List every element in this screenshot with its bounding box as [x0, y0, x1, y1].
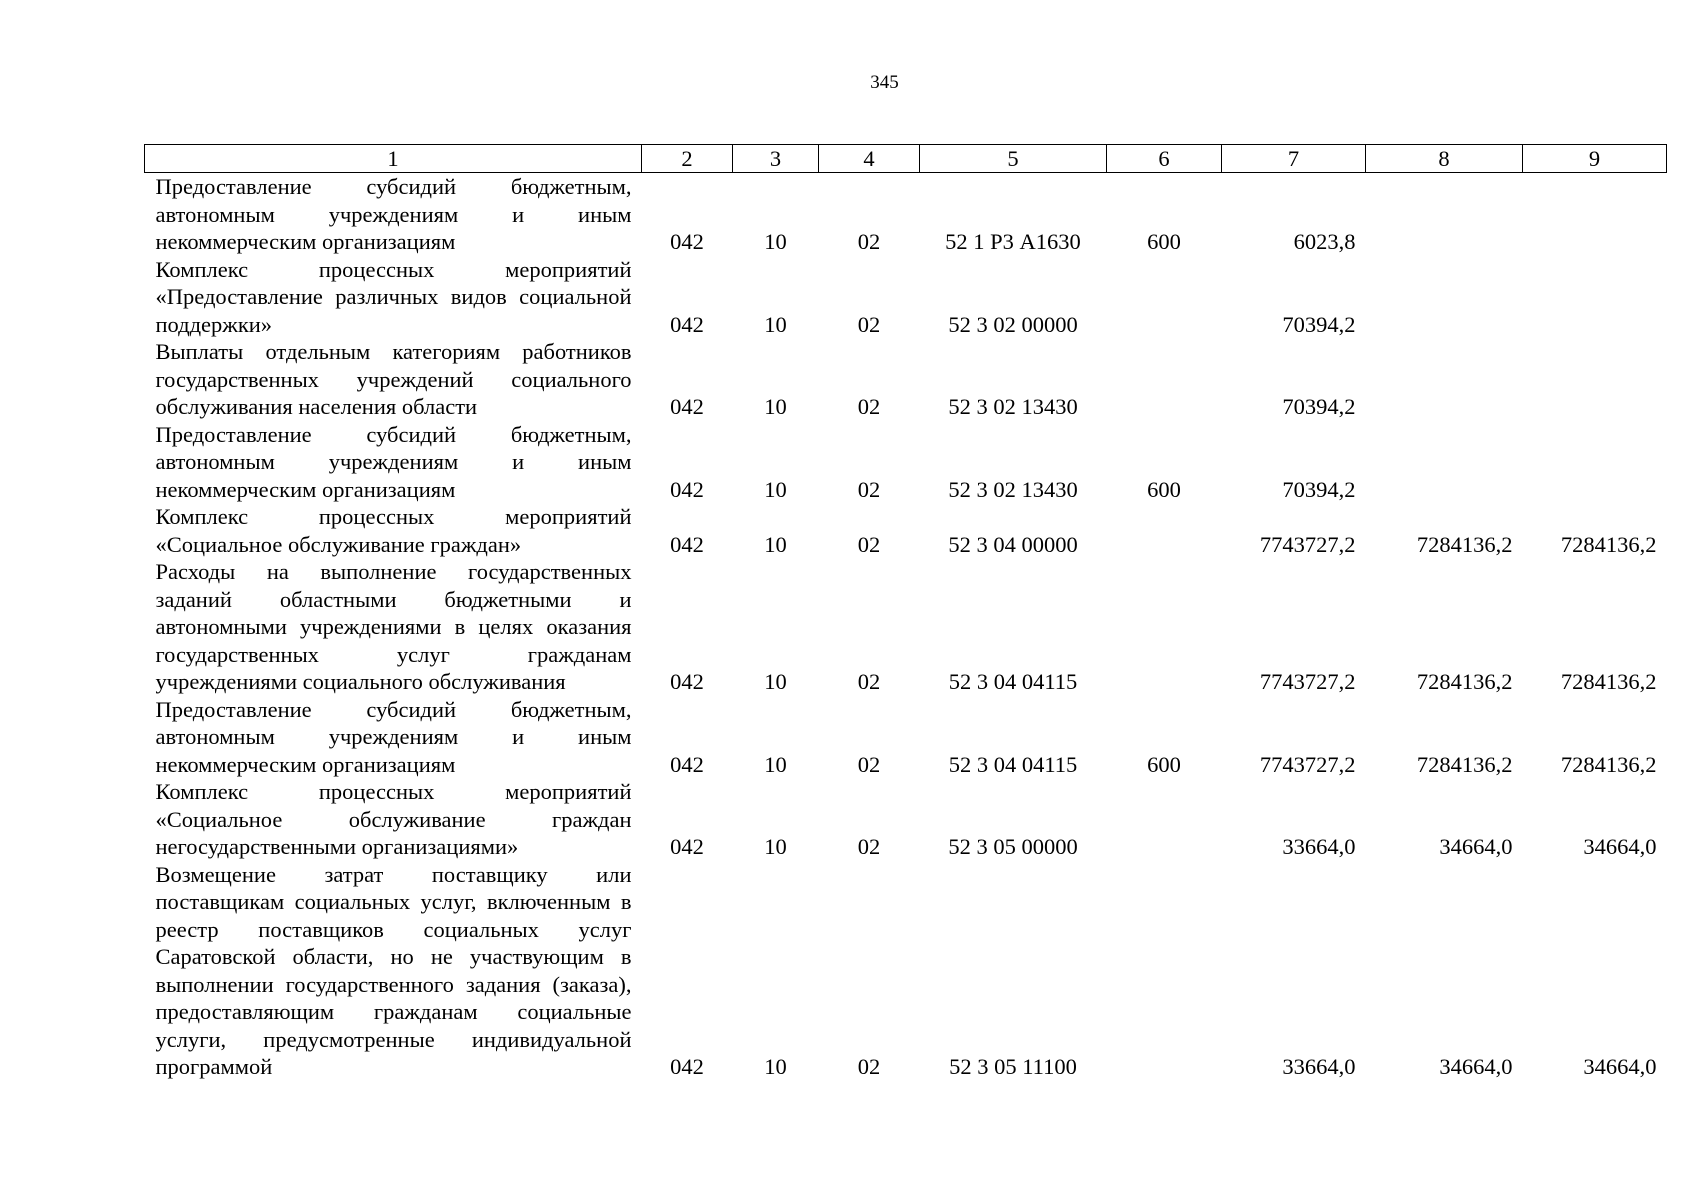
table-row	[145, 778, 1667, 861]
target-article-code-cell: 52 3 02 13430	[948, 394, 1078, 419]
expense-type-code-cell	[1107, 338, 1222, 421]
amount-col-8-cell: 7284136,2	[1416, 751, 1513, 777]
amount-col-9-cell	[1523, 256, 1667, 339]
amount-col-7-cell: 7743727,2	[1259, 531, 1356, 557]
amount-col-9-cell: 7284136,2	[1560, 669, 1657, 694]
target-article-code-cell: 52 3 05 11100	[949, 1054, 1077, 1079]
amount-col-9-cell: 34664,0	[1583, 834, 1657, 859]
ministry-code-cell: 042	[670, 311, 704, 337]
column-header-6: 6	[1107, 145, 1222, 173]
ministry-code-cell: 042	[670, 834, 704, 859]
amount-col-8-cell	[1366, 421, 1523, 504]
amount-col-8-cell: 34664,0	[1439, 834, 1513, 859]
column-header-2: 2	[642, 145, 733, 173]
table-header	[145, 145, 1667, 173]
section-code-cell: 10	[764, 311, 787, 337]
expense-type-code-cell	[1107, 861, 1222, 1081]
table-row	[145, 256, 1667, 339]
section-code-cell: 10	[764, 1054, 787, 1079]
column-header-5: 5	[920, 145, 1107, 173]
expense-type-code-cell	[1107, 503, 1222, 558]
ministry-code-cell: 042	[670, 229, 704, 254]
target-article-code-cell: 52 1 Р3 А1630	[945, 229, 1081, 254]
amount-col-8-cell	[1366, 173, 1523, 256]
subsection-code-cell: 02	[857, 311, 881, 337]
expense-type-code-cell: 600	[1147, 229, 1181, 254]
item-name-cell: Возмещение затрат поставщику или поставщикам социальных услуг, включенным в реестр поставщиков социальных услуг Саратовской области, но не участвующим в выполнении государственного задания (заказа), предоставляющим гражданам социальные услуги, предусмотренные индивидуальной программой	[155, 861, 632, 1079]
section-code-cell: 10	[764, 476, 787, 502]
column-header-1: 1	[145, 145, 642, 173]
expense-type-code-cell	[1107, 256, 1222, 339]
table-row	[145, 338, 1667, 421]
item-name-cell: Комплекс процессных мероприятий «Социальное обслуживание граждан негосударственными организациями»	[155, 779, 632, 859]
target-article-code-cell: 52 3 04 04115	[948, 751, 1078, 777]
budget-table	[144, 144, 1667, 1081]
amount-col-7-cell: 7743727,2	[1259, 751, 1356, 777]
amount-col-9-cell	[1523, 338, 1667, 421]
section-code-cell: 10	[764, 394, 787, 419]
amount-col-9-cell	[1523, 421, 1667, 504]
expense-type-code-cell: 600	[1147, 476, 1181, 502]
section-code-cell: 10	[764, 669, 787, 694]
expense-type-code-cell: 600	[1147, 751, 1181, 777]
target-article-code-cell: 52 3 04 00000	[948, 531, 1078, 557]
ministry-code-cell: 042	[670, 1054, 704, 1079]
expense-type-code-cell	[1107, 558, 1222, 696]
ministry-code-cell: 042	[670, 751, 704, 777]
amount-col-8-cell: 7284136,2	[1416, 531, 1513, 557]
item-name-cell: Предоставление субсидий бюджетным, автономным учреждениям и иным некоммерческим организациям	[155, 696, 632, 777]
item-name-cell: Комплекс процессных мероприятий «Предоставление различных видов социальной поддержки»	[155, 256, 632, 337]
amount-col-8-cell: 34664,0	[1439, 1054, 1513, 1079]
amount-col-7-cell: 70394,2	[1282, 311, 1356, 337]
item-name-cell: Расходы на выполнение государственных заданий областными бюджетными и автономными учреждениями в целях оказания государственных услуг гражданам учреждениями социального обслуживания	[155, 559, 632, 694]
section-code-cell: 10	[764, 834, 787, 859]
table-row	[145, 861, 1667, 1081]
amount-col-7-cell: 33664,0	[1282, 834, 1356, 859]
header-row	[145, 145, 1667, 173]
subsection-code-cell: 02	[857, 669, 881, 694]
amount-col-7-cell: 70394,2	[1282, 394, 1356, 419]
ministry-code-cell: 042	[670, 531, 704, 557]
column-header-7: 7	[1222, 145, 1366, 173]
amount-col-9-cell: 7284136,2	[1560, 751, 1657, 777]
amount-col-7-cell: 6023,8	[1293, 229, 1356, 254]
item-name-cell: Выплаты отдельным категориям работников государственных учреждений социального обслуживания населения области	[155, 339, 632, 419]
column-header-9: 9	[1523, 145, 1667, 173]
ministry-code-cell: 042	[670, 394, 704, 419]
amount-col-7-cell: 33664,0	[1282, 1054, 1356, 1079]
column-header-3: 3	[733, 145, 819, 173]
amount-col-8-cell: 7284136,2	[1416, 669, 1513, 694]
amount-col-7-cell: 70394,2	[1282, 476, 1356, 502]
item-name-cell: Предоставление субсидий бюджетным, автономным учреждениям и иным некоммерческим организациям	[155, 174, 632, 254]
table-row	[145, 173, 1667, 256]
ministry-code-cell: 042	[670, 476, 704, 502]
item-name-cell: Предоставление субсидий бюджетным, автономным учреждениям и иным некоммерческим организациям	[155, 421, 632, 502]
amount-col-7-cell: 7743727,2	[1259, 669, 1356, 694]
amount-col-9-cell: 34664,0	[1583, 1054, 1657, 1079]
section-code-cell: 10	[764, 229, 787, 254]
subsection-code-cell: 02	[857, 531, 881, 557]
target-article-code-cell: 52 3 02 13430	[948, 476, 1078, 502]
subsection-code-cell: 02	[857, 751, 881, 777]
table-row	[145, 421, 1667, 504]
subsection-code-cell: 02	[857, 476, 881, 502]
amount-col-9-cell	[1523, 173, 1667, 256]
ministry-code-cell: 042	[670, 669, 704, 694]
expense-type-code-cell	[1107, 778, 1222, 861]
section-code-cell: 10	[764, 531, 787, 557]
amount-col-8-cell	[1366, 256, 1523, 339]
table-body	[145, 173, 1667, 1081]
table-row	[145, 558, 1667, 696]
section-code-cell: 10	[764, 751, 787, 777]
target-article-code-cell: 52 3 02 00000	[948, 311, 1078, 337]
column-header-8: 8	[1366, 145, 1523, 173]
amount-col-9-cell: 7284136,2	[1560, 531, 1657, 557]
amount-col-8-cell	[1366, 338, 1523, 421]
page-number: 345	[870, 72, 899, 93]
subsection-code-cell: 02	[857, 834, 881, 859]
target-article-code-cell: 52 3 05 00000	[948, 834, 1078, 859]
subsection-code-cell: 02	[857, 394, 881, 419]
subsection-code-cell: 02	[857, 229, 881, 254]
table-row	[145, 503, 1667, 558]
column-header-4: 4	[819, 145, 920, 173]
table-row	[145, 696, 1667, 779]
subsection-code-cell: 02	[857, 1054, 881, 1079]
item-name-cell: Комплекс процессных мероприятий «Социальное обслуживание граждан»	[155, 504, 632, 557]
target-article-code-cell: 52 3 04 04115	[948, 669, 1078, 694]
